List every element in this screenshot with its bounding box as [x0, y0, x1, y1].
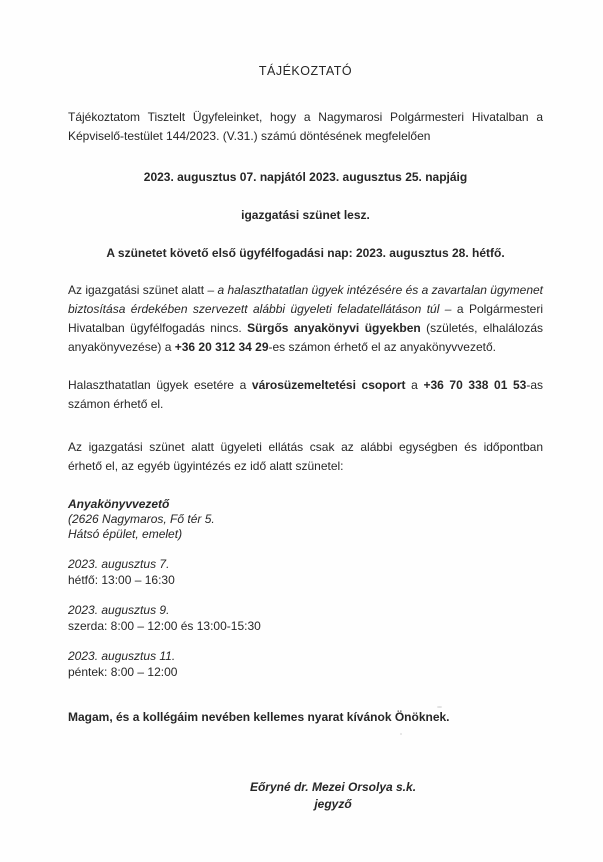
during-break-exception-clause: – a halaszthatatlan ügyek intézésére és a zavartalan ügymenet biztosítása érdekében szervezett alábbi ügyeleti feladatellátáson túl – — [68, 283, 544, 316]
document-title: TÁJÉKOZTATÓ — [258, 64, 353, 78]
schedule-entry-date: 2023. augusztus 11. — [68, 649, 176, 663]
urgent-cases-connector-text: a — [405, 378, 424, 392]
signatory-name: Eőryné dr. Mezei Orsolya s.k. — [249, 780, 417, 794]
duty-unit-name: Anyakönyvvezető — [68, 497, 170, 511]
duty-info-paragraph: Az igazgatási szünet alatt ügyeleti ellátás csak az alábbi egységben és időpontban érhető el, az egyéb ügyintézés ez idő alatt szünetel: — [68, 440, 543, 473]
registry-phone-suffix-text: -es számon érhető el az anyakönyvvezető. — [268, 340, 496, 354]
city-operations-phone-number: +36 70 338 01 53 — [423, 378, 527, 392]
scan-artifact — [400, 733, 402, 735]
break-statement-line: igazgatási szünet lesz. — [241, 208, 370, 222]
schedule-entry — [68, 557, 543, 588]
schedule-entry-date: 2023. augusztus 7. — [68, 557, 170, 571]
scan-artifact — [437, 706, 442, 708]
signatory-title: jegyző — [314, 797, 352, 811]
during-break-no-service-text: a Polgármesteri Hivatalban ügyfélfogadás nincs. — [68, 302, 543, 335]
urgent-registry-label: Sürgős anyakönyvi ügyekben — [247, 321, 427, 335]
schedule-entry-hours: hétfő: 13:00 – 16:30 — [68, 573, 175, 587]
registry-cases-text: (születés, elhalálozás anyakönyvezése) a — [68, 321, 543, 354]
schedule-entry — [68, 603, 543, 634]
schedule-entry-hours: szerda: 8:00 – 12:00 és 13:00-15:30 — [68, 619, 261, 633]
first-open-day-line: A szünetet követő első ügyfélfogadási nap: 2023. augusztus 28. hétfő. — [106, 246, 505, 260]
break-period-line: 2023. augusztus 07. napjától 2023. augusztus 25. napjáig — [143, 170, 468, 184]
schedule-entry — [68, 649, 543, 680]
signature-block — [203, 779, 463, 813]
during-break-text: Az igazgatási szünet alatt — [68, 283, 208, 297]
intro-paragraph: Tájékoztatom Tisztelt Ügyfeleinket, hogy a Nagymarosi Polgármesteri Hivatalban a Képviselő-testület 144/2023. (V.31.) számú döntésének megfelelően — [68, 110, 543, 143]
city-operations-group-label: városüzemeltetési csoport — [251, 378, 406, 392]
schedule-entry-hours: péntek: 8:00 – 12:00 — [68, 665, 178, 679]
urgent-cases-paragraph — [68, 376, 543, 414]
schedule-entry-date: 2023. augusztus 9. — [68, 603, 170, 617]
urgent-cases-suffix-text: -as számon érhető el. — [68, 378, 544, 411]
duty-address-line2: Hátsó épület, emelet) — [68, 527, 183, 541]
duty-address-line1: (2626 Nagymaros, Fő tér 5. — [68, 512, 215, 526]
urgent-cases-text: Halaszthatatlan ügyek esetére a — [68, 378, 252, 392]
closing-wishes-line: Magam, és a kollégáim nevében kellemes nyarat kívánok Önöknek. — [68, 710, 450, 724]
registry-phone-number: +36 20 312 34 29 — [174, 340, 269, 354]
duty-schedule — [68, 497, 543, 680]
during-break-paragraph — [68, 281, 543, 357]
